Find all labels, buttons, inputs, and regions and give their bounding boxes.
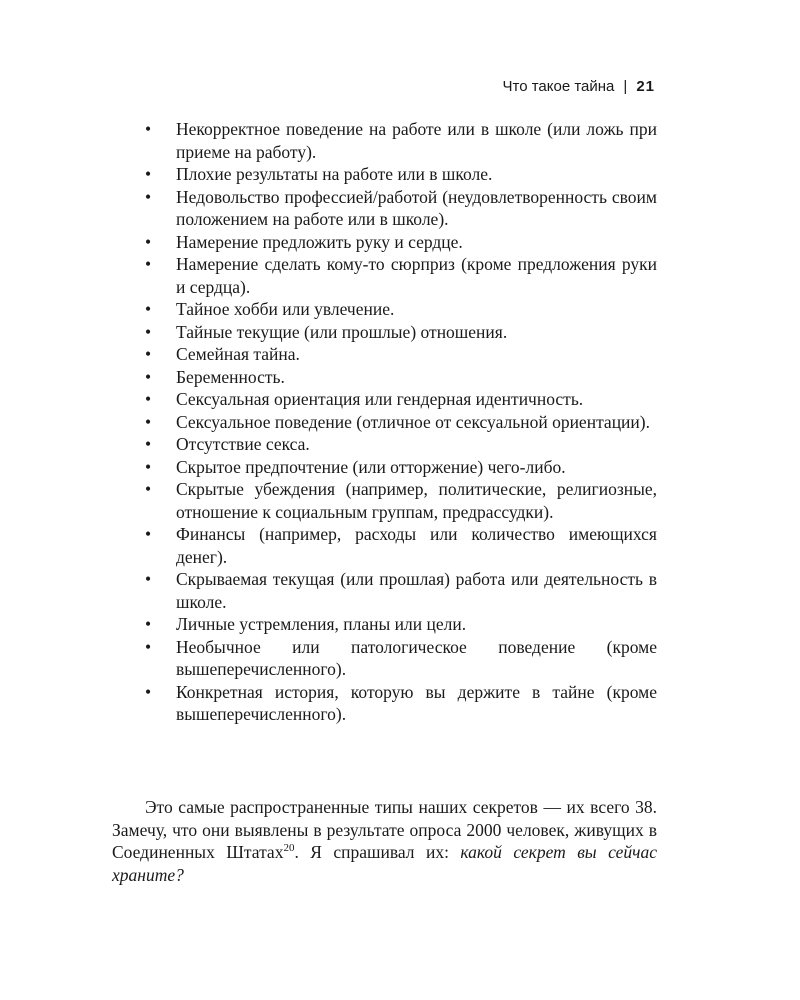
list-item: • Отсутствие секса.	[145, 433, 657, 456]
list-item: • Беременность.	[145, 366, 657, 389]
list-item: • Личные устремления, планы или цели.	[145, 613, 657, 636]
paragraph-text: Это самые распространенные типы наших секретов — их всего 38. Замечу, что они выявлены в результате опроса 2000 человек, живущих в Соединенных Штатах	[112, 797, 657, 862]
list-item: • Финансы (например, расходы или количество имеющихся денег).	[145, 523, 657, 568]
chapter-title: Что такое тайна	[502, 78, 615, 95]
body-paragraph	[112, 796, 657, 886]
list-item: • Скрываемая текущая (или прошлая) работа или деятельность в школе.	[145, 568, 657, 613]
list-item: • Скрытое предпочтение (или отторжение) чего-либо.	[145, 456, 657, 479]
list-item: • Скрытые убеждения (например, политические, религиозные, отношение к социальным группам, предрассудки).	[145, 478, 657, 523]
list-item: • Некорректное поведение на работе или в школе (или ложь при приеме на работу).	[145, 118, 657, 163]
secrets-list	[145, 118, 657, 726]
running-header	[503, 78, 655, 95]
header-separator: |	[623, 78, 628, 95]
list-item: • Тайное хобби или увлечение.	[145, 298, 657, 321]
footnote-marker[interactable]: 20	[283, 842, 295, 855]
list-item: • Недовольство профессией/работой (неудовлетворенность своим положением на работе или в школе).	[145, 186, 657, 231]
list-item: • Плохие результаты на работе или в школе.	[145, 163, 657, 186]
paragraph-text-after: . Я спрашивал их:	[294, 842, 461, 862]
list-item: • Сексуальное поведение (отличное от сексуальной ориентации).	[145, 411, 657, 434]
page-number: 21	[636, 78, 655, 95]
paragraph-italic-question: какой секрет вы сейчас храните?	[112, 842, 657, 885]
list-item: • Тайные текущие (или прошлые) отношения.	[145, 321, 657, 344]
list-item: • Намерение предложить руку и сердце.	[145, 231, 657, 254]
list-item: • Конкретная история, которую вы держите в тайне (кроме вышеперечисленного).	[145, 681, 657, 726]
list-item: • Семейная тайна.	[145, 343, 657, 366]
list-item: • Сексуальная ориентация или гендерная идентичность.	[145, 388, 657, 411]
list-item: • Намерение сделать кому-то сюрприз (кроме предложения руки и сердца).	[145, 253, 657, 298]
list-item: • Необычное или патологическое поведение (кроме вышеперечисленного).	[145, 636, 657, 681]
